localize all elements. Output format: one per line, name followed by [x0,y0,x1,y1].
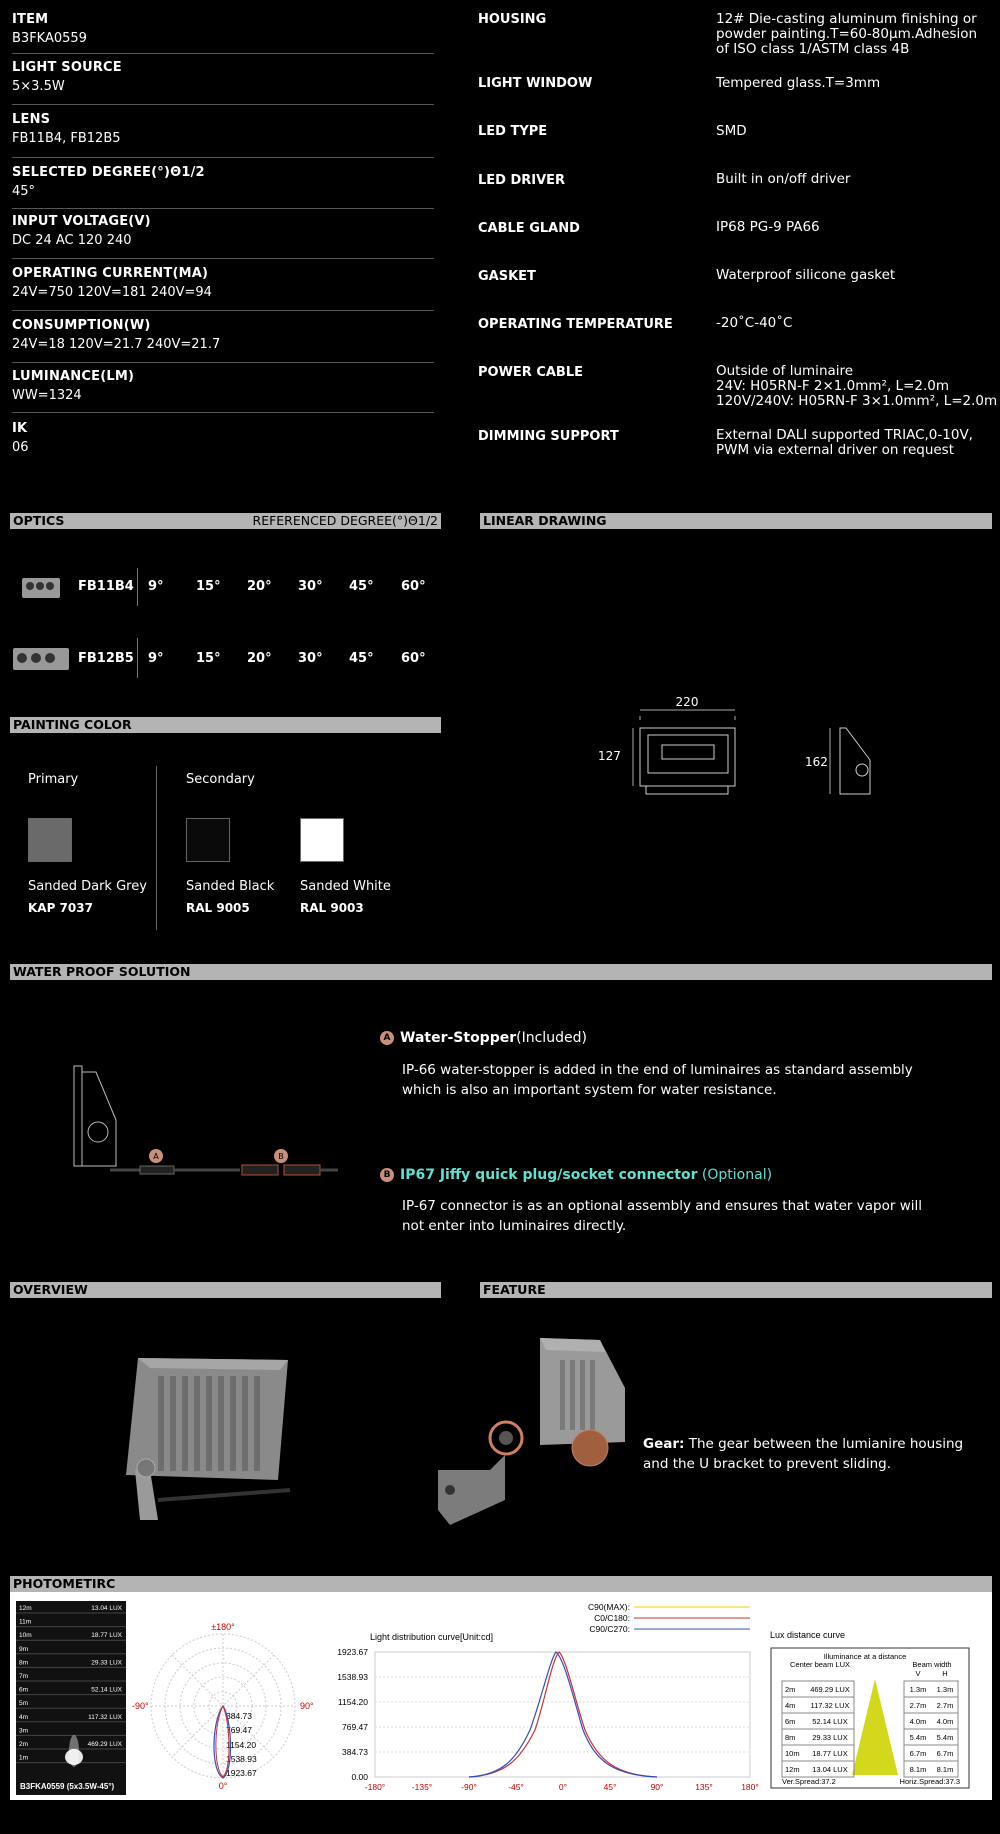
y-tick: 1923.67 [337,1647,368,1657]
spec-value: -20˚C-40˚C [716,315,793,331]
lux-row-d: 10m [785,1749,800,1758]
spec-value: Tempered glass.T=3mm [716,75,881,91]
polar-ring-label: 769.47 [226,1725,252,1735]
degree: 9° [148,579,164,594]
lens-thumbnail [13,648,69,670]
hor-spread: Horiz.Spread:37.3 [899,1777,960,1786]
spec-key: LED TYPE [478,124,548,139]
spec-key: LIGHT SOURCE [12,60,122,75]
polar-chart [128,1600,318,1796]
lux-row-lux: 18.77 LUX [812,1749,848,1758]
section-title: PAINTING COLOR [13,717,132,732]
section-bar-linear-drawing [480,513,992,529]
spec-value: 24V=750 120V=181 240V=94 [12,285,212,300]
section-title: WATER PROOF SOLUTION [13,964,191,979]
legend-label: C90/C270: [589,1624,630,1634]
isolux-value: 13.04 LUX [91,1605,122,1612]
lux-row-h: 4.0m [936,1717,954,1726]
y-tick: 384.73 [342,1747,368,1757]
water-b-heading: IP67 Jiffy quick plug/socket connector [400,1167,698,1183]
water-a-text: IP-66 water-stopper is added in the end of luminaires as standard assembly which is also an important system for water resistance. [402,1062,913,1098]
primary-label: Primary [28,772,79,787]
lens-thumbnail [22,578,60,598]
water-a-suffix: (Included) [516,1030,587,1046]
waterproof-illustration [60,1060,350,1190]
divider [137,568,138,606]
degree: 60° [401,651,426,666]
isolux-value: 18.77 LUX [91,1632,122,1640]
lux-row-v: 6.7m [909,1749,927,1758]
series-c90 [469,1652,657,1777]
section-title: LINEAR DRAWING [483,513,607,528]
isolux-row-label: 3m [19,1727,29,1735]
lux-heading: Illuminance at a distance [823,1652,907,1661]
lux-row-v: 2.7m [909,1701,927,1710]
spec-value: Waterproof silicone gasket [716,267,896,283]
section-title: FEATURE [483,1282,546,1297]
spec-value: SMD [716,123,747,139]
x-tick: -90° [461,1782,477,1792]
water-a-heading: Water-Stopper [400,1030,517,1046]
divider [156,766,157,930]
lux-distance-table [770,1645,970,1791]
section-title: PHOTOMETIRC [13,1576,116,1591]
isolux-row-label: 12m [19,1605,32,1612]
badge-b-icon: B [380,1168,394,1182]
y-tick: 1154.20 [337,1697,368,1707]
degree: 15° [196,651,221,666]
lux-row-h: 8.1m [936,1765,954,1774]
spec-key: CABLE GLAND [478,221,580,236]
spec-item [12,421,434,463]
lux-row-v: 8.1m [909,1765,927,1774]
polar-top: ±180° [211,1622,235,1632]
distribution-curve-chart [330,1600,760,1796]
spec-item [12,369,434,413]
section-bar-feature [480,1282,992,1298]
y-tick: 769.47 [342,1722,368,1732]
badge-b: B [278,1152,284,1161]
spec-value: 24V=18 120V=21.7 240V=21.7 [12,337,221,352]
color-code: KAP 7037 [28,901,93,915]
isolux-value: 117.32 LUX [88,1713,122,1721]
isolux-row-label: 4m [19,1713,29,1721]
color-name: Sanded Dark Grey [28,879,147,894]
polar-ring-label: 1154.20 [226,1740,257,1750]
section-bar-overview [10,1282,441,1298]
spec-key: LUMINANCE(LM) [12,369,135,384]
polar-left: -90° [132,1701,149,1711]
spec-key: INPUT VOLTAGE(V) [12,214,151,229]
water-b-suffix: (Optional) [697,1167,773,1183]
spec-value: Built in on/off driver [716,171,851,187]
product-overview-image [110,1350,300,1530]
lux-curve-title: Lux distance curve [770,1630,846,1640]
dim-width: 220 [675,695,699,709]
isolux-row-label: 6m [19,1686,29,1694]
feature-title: Gear: [643,1436,685,1452]
badge-a: A [153,1152,159,1161]
lux-row-lux: 13.04 LUX [812,1765,848,1774]
spec-value: WW=1324 [12,388,82,403]
polar-bottom: 0° [218,1781,228,1791]
spec-item [12,318,434,363]
lux-col2: Beam width [912,1660,952,1669]
lux-row-lux: 29.33 LUX [812,1733,848,1742]
lux-row-h: 5.4m [936,1733,954,1742]
lux-row-v: 5.4m [909,1733,927,1742]
spec-key: DIMMING SUPPORT [478,429,619,444]
lux-row-lux: 469.29 LUX [810,1685,850,1694]
spec-value: B3FKA0559 [12,31,87,46]
degree: 45° [349,579,374,594]
lux-v: V [915,1669,921,1678]
feature-description: The gear between the lumianire housing and the U bracket to prevent sliding. [643,1436,964,1472]
y-tick: 1538.93 [337,1672,368,1682]
spec-item [12,60,434,105]
dim-height: 127 [598,749,621,763]
spec-value: DC 24 AC 120 240 [12,233,132,248]
degree: 60° [401,579,426,594]
spec-value: External DALI supported TRIAC,0-10V, PWM via external driver on request [716,427,973,458]
degree: 15° [196,579,221,594]
degree: 20° [247,651,272,666]
section-title: OPTICS [13,513,65,528]
section-bar-photometric [10,1576,992,1592]
spec-key: LENS [12,112,51,127]
color-name: Sanded Black [186,879,275,894]
color-swatch-black [186,818,230,862]
lens-name: FB12B5 [78,651,134,666]
lux-row-h: 2.7m [936,1701,954,1710]
spec-value: 45° [12,184,36,199]
water-b-title [380,1167,772,1183]
dim-depth: 162 [805,755,828,769]
isolux-chart [16,1601,126,1795]
spec-key: ITEM [12,12,49,27]
secondary-label: Secondary [186,772,255,787]
degree: 9° [148,651,164,666]
series-c0 [469,1652,657,1777]
lux-row-lux: 117.32 LUX [810,1701,850,1710]
isolux-row-label: 2m [19,1741,29,1748]
badge-a-icon: A [380,1031,394,1045]
spec-item [12,112,434,158]
x-tick: 0° [558,1782,568,1792]
x-tick: -180° [364,1782,386,1792]
spec-value: 12# Die-casting aluminum finishing or powder painting.T=60-80μm.Adhesion of ISO class 1/ASTM class 4B [716,11,978,57]
isolux-row-label: 7m [19,1673,29,1680]
lux-row-v: 4.0m [909,1717,927,1726]
isolux-value: 469.29 LUX [87,1741,122,1748]
water-b-text: IP-67 connector is as an optional assembly and ensures that water vapor will not enter into luminaires directly. [402,1198,922,1234]
spec-key: POWER CABLE [478,365,584,380]
lens-name: FB11B4 [78,579,134,594]
x-tick: -135° [411,1782,433,1792]
spec-value: 5×3.5W [12,79,65,94]
x-tick: 180° [741,1782,759,1792]
lux-row-d: 8m [785,1733,796,1742]
color-name: Sanded White [300,879,391,894]
water-a-title [380,1030,587,1046]
isolux-row-label: 11m [19,1618,32,1626]
section-bar-painting [10,717,441,733]
spec-item [12,165,434,209]
isolux-value: 29.33 LUX [91,1659,122,1667]
section-bar-waterproof [10,964,992,980]
linear-drawing [590,690,890,810]
polar-ring-label: 1538.93 [226,1754,257,1764]
legend-label: C0/C180: [594,1613,630,1623]
polar-right: 90° [300,1701,314,1711]
lux-row-d: 12m [785,1765,800,1774]
spec-item [12,214,434,259]
lux-row-d: 4m [785,1701,796,1710]
isolux-row-label: 1m [19,1754,29,1762]
lux-h: H [942,1669,948,1678]
section-bar-optics [10,513,441,529]
legend-label: C90(MAX): [587,1602,630,1612]
lux-row-d: 6m [785,1717,796,1726]
isolux-value: 52.14 LUX [91,1686,122,1694]
feature-gear-image [430,1330,640,1535]
section-title: OVERVIEW [13,1282,88,1297]
spec-key: GASKET [478,269,536,284]
spec-item [12,12,434,54]
spec-key: HOUSING [478,12,547,27]
spec-value: Outside of luminaire 24V: H05RN-F 2×1.0mm², L=2.0m 120V/240V: H05RN-F 3×1.0mm², L=2.0m [716,363,998,409]
degree: 20° [247,579,272,594]
degree: 45° [349,651,374,666]
spec-key: CONSUMPTION(W) [12,318,151,333]
lux-row-d: 2m [785,1685,796,1694]
y-tick: 0.00 [351,1772,368,1782]
spec-item [12,266,434,311]
polar-ring-label: 384.73 [226,1711,252,1721]
lux-row-lux: 52.14 LUX [812,1717,848,1726]
spec-key: SELECTED DEGREE(°)Θ1/2 [12,165,205,180]
spec-key: IK [12,421,28,436]
spec-value: 06 [12,440,29,455]
x-tick: 135° [695,1782,713,1792]
spec-key: OPERATING TEMPERATURE [478,317,673,332]
lux-col1: Center beam LUX [789,1660,851,1669]
curve-title: Light distribution curve[Unit:cd] [370,1632,494,1642]
spec-value: FB11B4, FB12B5 [12,131,121,146]
lux-row-h: 6.7m [936,1749,954,1758]
color-code: RAL 9003 [300,901,364,915]
divider [137,638,138,678]
ver-spread: Ver.Spread:37.2 [782,1777,836,1786]
degree: 30° [298,579,323,594]
isolux-row-label: 10m [19,1632,32,1640]
lux-row-v: 1.3m [909,1685,927,1694]
isolux-row-label: 8m [19,1659,29,1667]
color-swatch-dark-grey [28,818,72,862]
x-tick: 45° [603,1782,617,1792]
spec-key: LED DRIVER [478,173,566,188]
degree: 30° [298,651,323,666]
color-code: RAL 9005 [186,901,250,915]
isolux-caption: B3FKA0559 (5x3.5W-45°) [20,1782,115,1791]
lux-row-h: 1.3m [936,1685,954,1694]
isolux-row-label: 5m [19,1700,29,1708]
color-swatch-white [300,818,344,862]
spec-key: OPERATING CURRENT(MA) [12,266,209,281]
isolux-row-label: 9m [19,1645,29,1653]
x-tick: -45° [508,1782,524,1792]
x-tick: 90° [650,1782,664,1792]
optics-reference-label: REFERENCED DEGREE(°)Θ1/2 [252,513,438,528]
feature-text [643,1434,983,1474]
polar-ring-label: 1923.67 [226,1768,257,1778]
spec-key: LIGHT WINDOW [478,76,593,91]
spec-value: IP68 PG-9 PA66 [716,219,820,235]
